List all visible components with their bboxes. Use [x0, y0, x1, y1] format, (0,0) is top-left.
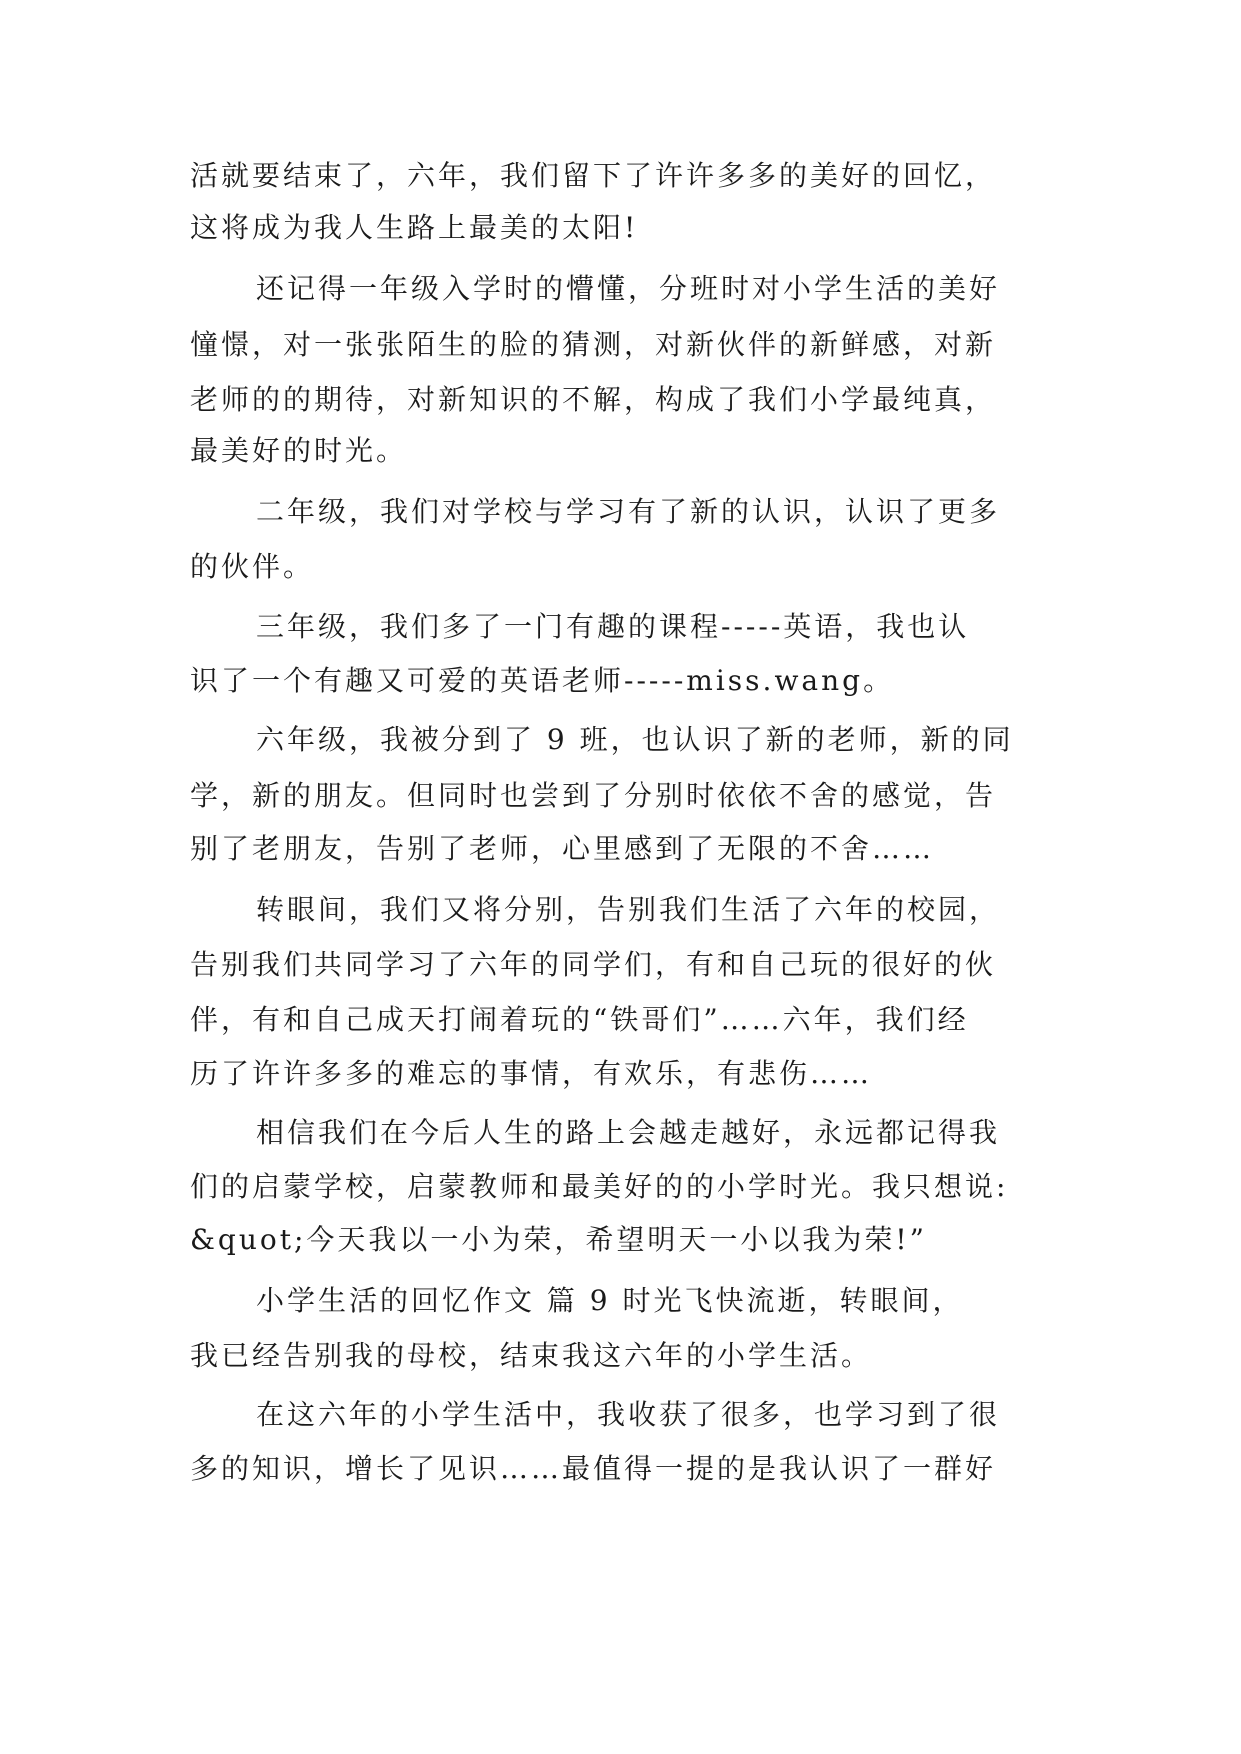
paragraph-start-line: 三年级，我们多了一门有趣的课程-----英语，我也认 [256, 610, 970, 643]
text-line: 伴，有和自己成天打闹着玩的“铁哥们”……六年，我们经 [190, 1003, 969, 1036]
paragraph-start-line: 转眼间，我们又将分别，告别我们生活了六年的校园， [256, 893, 1001, 926]
text-line: 历了许许多多的难忘的事情，有欢乐，有悲伤…… [190, 1057, 873, 1090]
text-line: 憧憬，对一张张陌生的脸的猜测，对新伙伴的新鲜感，对新 [190, 328, 997, 361]
paragraph-start-line: 还记得一年级入学时的懵懂，分班时对小学生活的美好 [256, 272, 1001, 305]
text-line: &quot;今天我以一小为荣，希望明天一小以我为荣!” [190, 1223, 927, 1256]
text-line: 的伙伴。 [190, 550, 315, 583]
paragraph-start-line: 二年级，我们对学校与学习有了新的认识，认识了更多 [256, 495, 1001, 528]
text-line: 识了一个有趣又可爱的英语老师-----miss.wang。 [190, 664, 895, 697]
text-line: 最美好的时光。 [190, 434, 408, 467]
text-line: 告别我们共同学习了六年的同学们，有和自己玩的很好的伙 [190, 948, 997, 981]
text-line: 多的知识，增长了见识……最值得一提的是我认识了一群好 [190, 1452, 997, 1485]
paragraph-start-line: 在这六年的小学生活中，我收获了很多，也学习到了很 [256, 1398, 1001, 1431]
paragraph-start-line: 相信我们在今后人生的路上会越走越好，永远都记得我 [256, 1116, 1001, 1149]
text-line: 们的启蒙学校，启蒙教师和最美好的的小学时光。我只想说: [190, 1170, 1009, 1203]
text-line: 老师的的期待，对新知识的不解，构成了我们小学最纯真， [190, 383, 997, 416]
text-line: 这将成为我人生路上最美的太阳! [190, 211, 639, 244]
text-line: 别了老朋友，告别了老师，心里感到了无限的不舍…… [190, 832, 935, 865]
text-line: 活就要结束了，六年，我们留下了许许多多的美好的回忆， [190, 159, 997, 192]
text-line: 学，新的朋友。但同时也尝到了分别时依依不舍的感觉，告 [190, 779, 997, 812]
text-line: 我已经告别我的母校，结束我这六年的小学生活。 [190, 1339, 873, 1372]
paragraph-start-line: 小学生活的回忆作文 篇 9 时光飞快流逝，转眼间， [256, 1284, 964, 1317]
paragraph-start-line: 六年级，我被分到了 9 班，也认识了新的老师，新的同 [256, 723, 1014, 756]
